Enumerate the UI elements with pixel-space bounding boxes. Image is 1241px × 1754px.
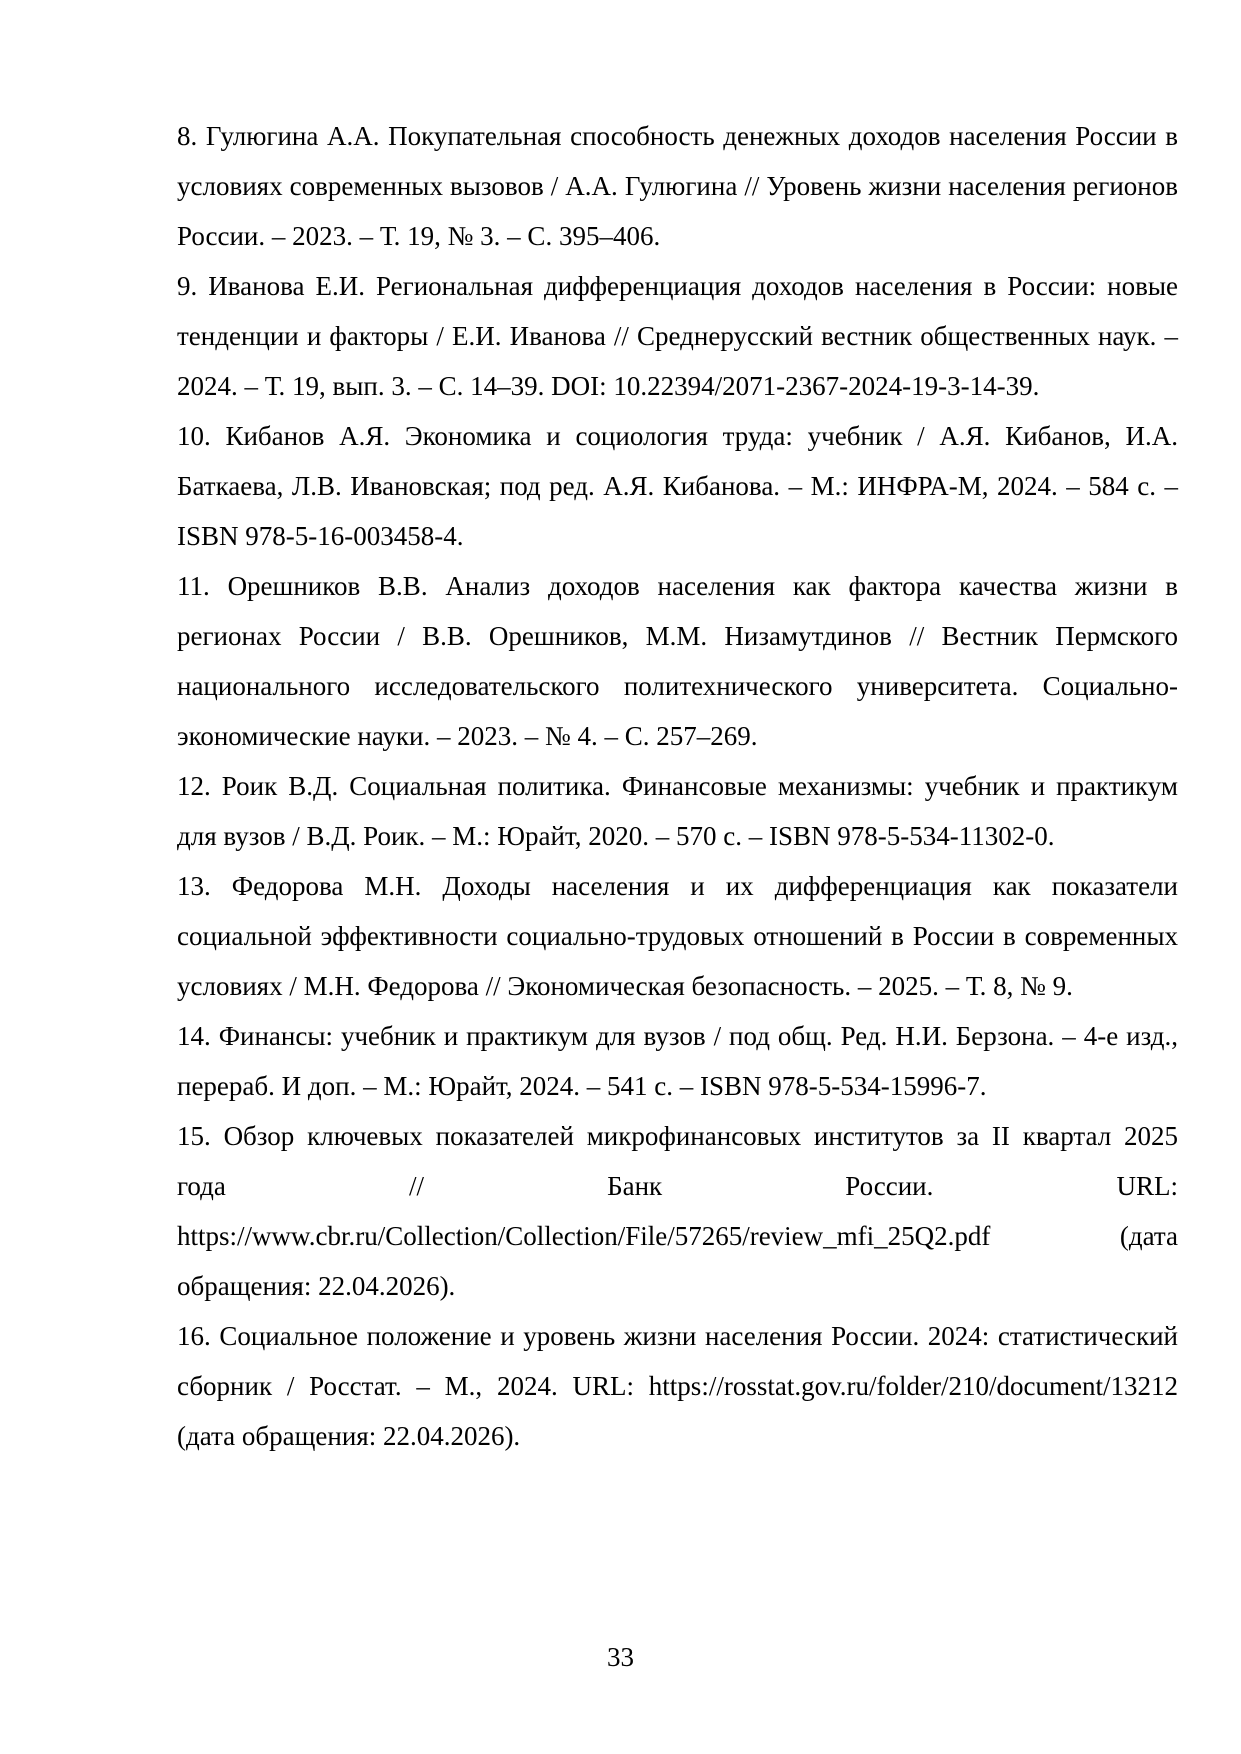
reference-item-11: 11. Орешников В.В. Анализ доходов населения как фактора качества жизни в регионах России / В.В. Орешников, М.М. Низамутдинов // Вестник Пермского национального исследовательского политехнического университета. Социально-экономические науки. – 2023. – № 4. – С. 257–269. [177, 571, 1178, 751]
reference-item-9: 9. Иванова Е.И. Региональная дифференциация доходов населения в России: новые тенденции и факторы / Е.И. Иванова // Среднерусский вестник общественных наук. – 2024. – Т. 19, вып. 3. – С. 14–39. DOI: 10.22394/2071-2367-2024-19-3-14-39. [177, 271, 1178, 401]
reference-item-14: 14. Финансы: учебник и практикум для вузов / под общ. Ред. Н.И. Берзона. – 4-е изд., перераб. И доп. – М.: Юрайт, 2024. – 541 с. – ISBN 978-5-534-15996-7. [177, 1021, 1178, 1101]
reference-item-12: 12. Роик В.Д. Социальная политика. Финансовые механизмы: учебник и практикум для вузов / В.Д. Роик. – М.: Юрайт, 2020. – 570 с. – ISBN 978-5-534-11302-0. [177, 771, 1178, 851]
reference-item-15: 15. Обзор ключевых показателей микрофинансовых институтов за II квартал 2025 года // Банк России. URL: https://www.cbr.ru/Collection/Collection/File/57265/review_mfi_25Q2.pdf (дата обращения: 22.04.2026). [177, 1121, 1178, 1301]
reference-list [177, 111, 1178, 1461]
reference-item-10: 10. Кибанов А.Я. Экономика и социология труда: учебник / А.Я. Кибанов, И.А. Баткаева, Л.В. Ивановская; под ред. А.Я. Кибанова. – М.: ИНФРА-М, 2024. – 584 с. – ISBN 978-5-16-003458-4. [177, 421, 1178, 551]
reference-item-13: 13. Федорова М.Н. Доходы населения и их дифференциация как показатели социальной эффективности социально-трудовых отношений в России в современных условиях / М.Н. Федорова // Экономическая безопасность. – 2025. – Т. 8, № 9. [177, 871, 1178, 1001]
reference-item-16: 16. Социальное положение и уровень жизни населения России. 2024: статистический сборник / Росстат. – М., 2024. URL: https://rosstat.gov.ru/folder/210/document/13212 (дата обращения: 22.04.2026). [177, 1321, 1178, 1451]
reference-item-8: 8. Гулюгина А.А. Покупательная способность денежных доходов населения России в условиях современных вызовов / А.А. Гулюгина // Уровень жизни населения регионов России. – 2023. – Т. 19, № 3. – С. 395–406. [177, 121, 1178, 251]
page-number: 33 [607, 1642, 634, 1672]
